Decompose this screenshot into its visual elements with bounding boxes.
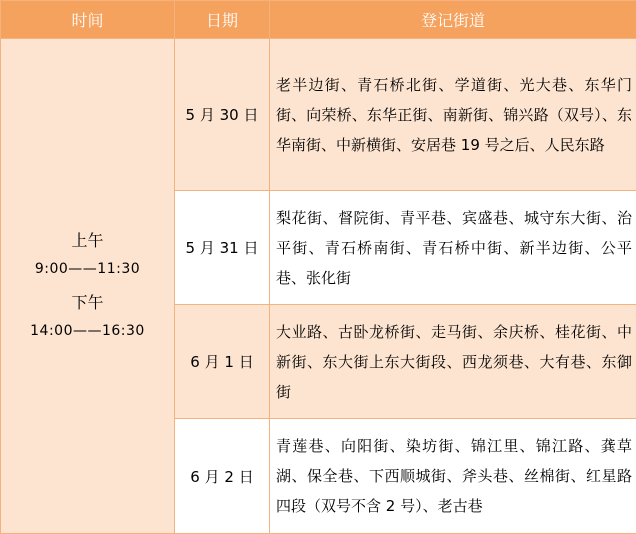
time-cell (1, 39, 175, 534)
morning-label: 上午 (2, 227, 173, 255)
streets-cell: 老半边街、青石桥北街、学道街、光大巷、东华门街、向荣桥、东华正街、南新街、锦兴路（双号）、东华南街、中新横街、安居巷 19 号之后、人民东路 (270, 39, 636, 191)
streets-cell: 梨花街、督院街、青平巷、宾盛巷、城守东大街、治平街、青石桥南街、青石桥中街、新半边街、公平巷、张化街 (270, 191, 636, 305)
date-cell: 6 月 2 日 (175, 419, 270, 534)
afternoon-label: 下午 (2, 289, 173, 317)
header-streets: 登记街道 (270, 1, 636, 39)
streets-cell: 青莲巷、向阳街、染坊街、锦江里、锦江路、龚草湖、保全巷、下西顺城街、斧头巷、丝棉街、红星路四段（双号不含 2 号）、老古巷 (270, 419, 636, 534)
table-row (1, 39, 636, 191)
header-row (1, 1, 636, 39)
streets-cell: 大业路、古卧龙桥街、走马街、余庆桥、桂花街、中新街、东大街上东大街段、西龙须巷、大有巷、东御街 (270, 305, 636, 419)
header-date: 日期 (175, 1, 270, 39)
date-cell: 5 月 30 日 (175, 39, 270, 191)
date-cell: 5 月 31 日 (175, 191, 270, 305)
date-cell: 6 月 1 日 (175, 305, 270, 419)
morning-range: 9:00——11:30 (2, 255, 173, 283)
afternoon-range: 14:00——16:30 (2, 317, 173, 345)
header-time: 时间 (1, 1, 175, 39)
